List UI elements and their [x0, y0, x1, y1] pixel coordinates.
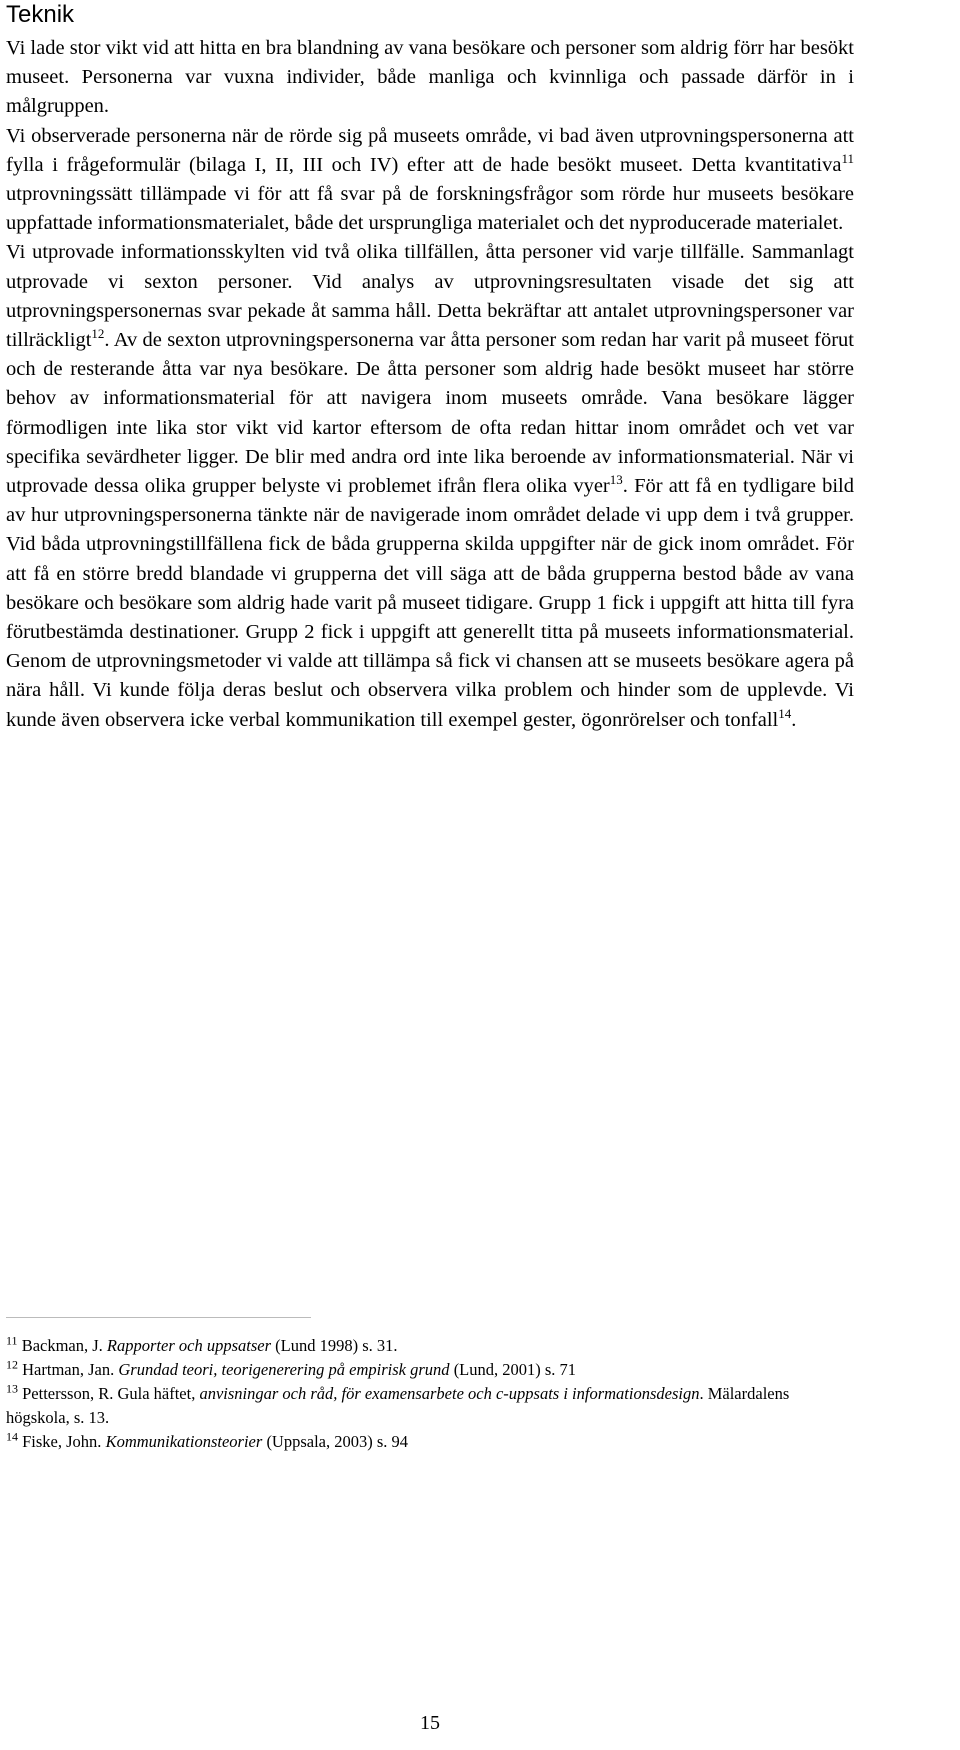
- section-heading: Teknik: [6, 1, 75, 28]
- body-text: [6, 34, 854, 735]
- footnote-title: Kommunikationsteorier: [105, 1432, 263, 1451]
- footnote-text: Backman, J.: [17, 1336, 107, 1355]
- footnote-number: 11: [6, 1333, 18, 1348]
- footnote-title: anvisningar och råd, för examensarbete och c-uppsats i informationsdesign: [199, 1384, 700, 1403]
- paragraph: [6, 122, 854, 239]
- paragraph: Vi lade stor vikt vid att hitta en bra blandning av vana besökare och personer som aldrig förr har besökt museet. Personerna var vuxna individer, både manliga och kvinnliga och passade därför in i målgruppen.: [6, 37, 854, 118]
- footnote-ref: 14: [778, 705, 792, 721]
- footnote-divider: [6, 1317, 311, 1318]
- footnote-text: Pettersson, R. Gula häftet,: [18, 1384, 200, 1403]
- footnote: [6, 1382, 854, 1430]
- footnote-text: . Mälardalens högskola, s. 13.: [6, 1384, 790, 1427]
- paragraph: [6, 238, 854, 734]
- footnote-number: 12: [6, 1357, 18, 1372]
- footnote-ref: 11: [841, 150, 854, 166]
- footnote-text: (Lund 1998) s. 31.: [271, 1336, 398, 1355]
- footnote-ref: 12: [91, 326, 105, 342]
- footnote-ref: 13: [609, 472, 623, 488]
- footnote-title: Grundad teori, teorigenerering på empirisk grund: [118, 1360, 450, 1379]
- footnote-text: (Uppsala, 2003) s. 94: [262, 1432, 409, 1451]
- footnote-title: Rapporter och uppsatser: [106, 1336, 271, 1355]
- text-run: . För att få en tydligare bild av hur utprovningspersonerna tänkte när de navigerade inom området delade vi upp dem i två grupper. Vid båda utprovningstillfällena fick de båda grupperna skilda uppgifter när de gick inom området. För att få en större bredd blandade vi grupperna det vill säga att de båda grupperna bestod både av vana besökare och besökare som aldrig hade varit på museet tidigare. Grupp 1 fick i uppgift att hitta till fyra förutbestämda destinationer. Grupp 2 fick i uppgift att generellt titta på museets informationsmaterial. Genom de utprovningsmetoder vi valde att tillämpa så fick vi chansen att se museets besökare agera på nära håll. Vi kunde följa deras beslut och observera vilka problem och hinder som de upplevde. Vi kunde även observera icke verbal kommunikation till exempel gester, ögonrörelser och tonfall: [6, 475, 854, 731]
- footnote: [6, 1430, 854, 1454]
- text-run: utprovningssätt tillämpade vi för att få svar på de forskningsfrågor som rörde hur museets besökare uppfattade informationsmaterialet, både det ursprungliga materialet och det nyproducerade materialet.: [6, 183, 854, 235]
- text-run: Vi utprovade informationsskylten vid två olika tillfällen, åtta personer vid varje tillfälle. Sammanlagt utprovade vi sexton personer. Vid analys av utprovningsresultaten visade det sig att utprovningspersonernas svar pekade åt samma håll. Detta bekräftar att antalet utprovningspersoner var tillräckligt: [6, 241, 854, 352]
- page-number: 15: [420, 1712, 440, 1734]
- footnote: [6, 1358, 854, 1382]
- text-run: Vi observerade personerna när de rörde sig på museets område, vi bad även utprovningspersonerna att fylla i frågeformulär (bilaga I, II, III och IV) efter att de hade besökt museet. Detta kvantitativa: [6, 124, 854, 176]
- footnote-text: Hartman, Jan.: [18, 1360, 119, 1379]
- footnotes: [6, 1334, 854, 1454]
- footnote-number: 13: [6, 1381, 18, 1396]
- text-run: .: [791, 708, 797, 731]
- footnote-text: Fiske, John.: [18, 1432, 106, 1451]
- footnote-number: 14: [6, 1429, 18, 1444]
- footnote-text: (Lund, 2001) s. 71: [449, 1360, 577, 1379]
- footnote: [6, 1334, 854, 1358]
- text-run: . Av de sexton utprovningspersonerna var åtta personer som redan har varit på museet förut och de resterande åtta var nya besökare. De åtta personer som aldrig hade besökt museet har större behov av informationsmaterial för att navigera inom museets område. Vana besökare lägger förmodligen inte lika stor vikt vid kartor eftersom de ofta redan hittar inom området och vet var specifika sevärdheter ligger. De blir med andra ord inte lika beroende av informationsmaterial. När vi utprovade dessa olika grupper belyste vi problemet ifrån flera olika vyer: [6, 329, 854, 498]
